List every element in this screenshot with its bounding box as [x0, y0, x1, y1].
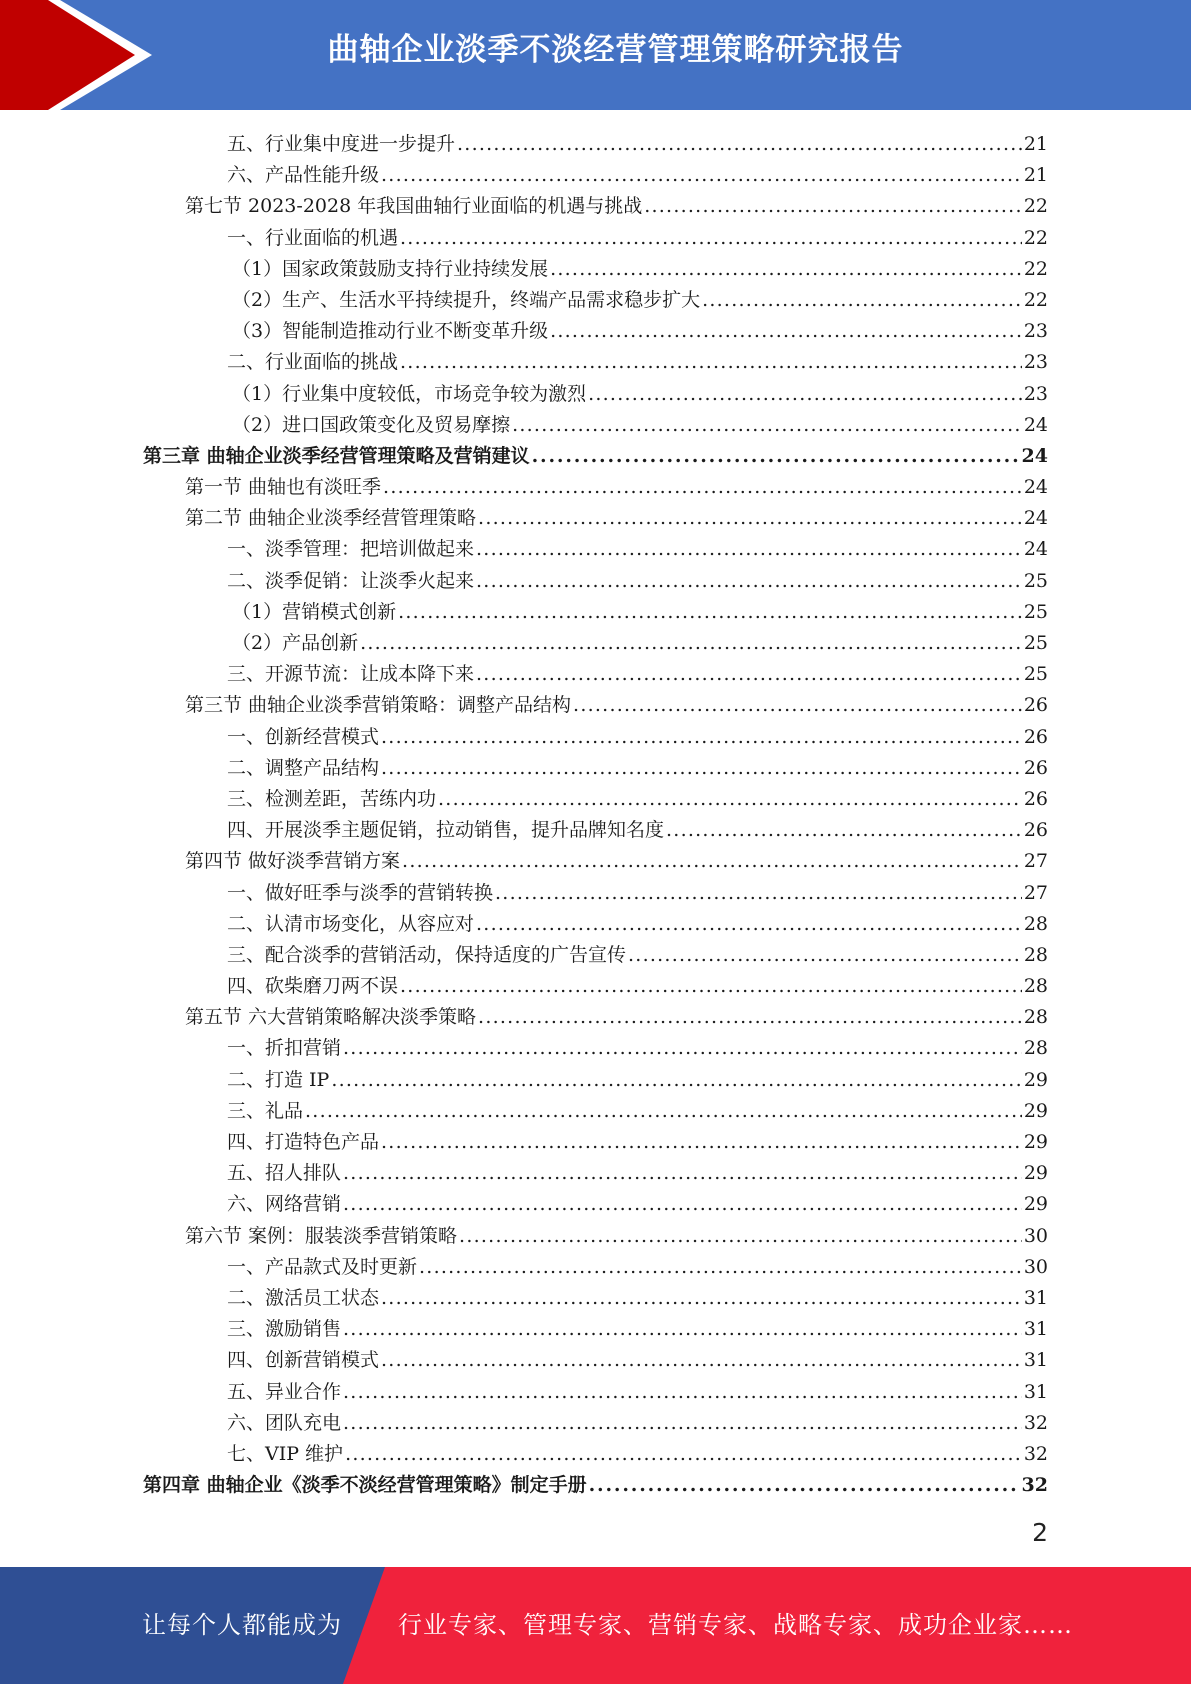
toc-dot-leader	[383, 472, 1022, 503]
toc-dot-leader	[343, 1377, 1022, 1408]
toc-subsection-entry[interactable]	[0, 566, 1191, 597]
toc-subsection-entry[interactable]	[0, 1252, 1191, 1283]
toc-entry-title: 三、检测差距，苦练内功	[227, 787, 437, 810]
toc-dot-leader	[589, 1470, 1020, 1501]
toc-dot-leader	[400, 971, 1022, 1002]
toc-entry-title: 四、创新营销模式	[227, 1349, 380, 1372]
toc-entry-title: （1）营销模式创新	[232, 600, 397, 623]
toc-dot-leader	[476, 566, 1022, 597]
toc-dot-leader	[666, 815, 1022, 846]
toc-entry-page: 29	[1023, 1131, 1048, 1153]
toc-section-entry[interactable]	[0, 191, 1191, 222]
toc-subsection-entry[interactable]	[0, 285, 1191, 316]
toc-dot-leader	[550, 254, 1022, 285]
toc-subsection-entry[interactable]	[0, 316, 1191, 347]
toc-dot-leader	[476, 909, 1022, 940]
toc-dot-leader	[495, 878, 1022, 909]
toc-entry-title: 第三章 曲轴企业淡季经营管理策略及营销建议	[143, 444, 530, 467]
toc-entry-page: 24	[1023, 538, 1048, 561]
toc-dot-leader	[457, 129, 1022, 160]
toc-dot-leader	[398, 597, 1022, 628]
toc-dot-leader	[381, 1127, 1022, 1158]
toc-entry-title: 二、打造 IP	[227, 1068, 330, 1091]
page-footer	[0, 1567, 1191, 1684]
toc-subsection-entry[interactable]	[0, 940, 1191, 971]
toc-entry-title: 二、行业面临的挑战	[227, 351, 399, 374]
toc-dot-leader	[438, 784, 1022, 815]
toc-entry-page: 29	[1023, 1068, 1048, 1091]
toc-entry-title: 二、激活员工状态	[227, 1286, 380, 1309]
toc-section-entry[interactable]	[0, 846, 1191, 877]
toc-entry-page: 31	[1023, 1286, 1048, 1309]
toc-subsection-entry[interactable]	[0, 597, 1191, 628]
toc-chapter-entry[interactable]	[0, 441, 1191, 472]
toc-dot-leader	[644, 191, 1022, 222]
toc-dot-leader	[381, 753, 1022, 784]
toc-dot-leader	[478, 1002, 1022, 1033]
toc-entry-title: 三、激励销售	[227, 1318, 342, 1341]
toc-dot-leader	[628, 940, 1022, 971]
toc-subsection-entry[interactable]	[0, 1377, 1191, 1408]
toc-entry-title: 第三节 曲轴企业淡季营销策略：调整产品结构	[185, 694, 572, 717]
toc-section-entry[interactable]	[0, 1002, 1191, 1033]
toc-entry-title: 一、淡季管理：把培训做起来	[227, 538, 475, 561]
toc-dot-leader	[459, 1221, 1022, 1252]
toc-entry-page: 25	[1023, 569, 1048, 592]
toc-dot-leader	[400, 223, 1022, 254]
toc-subsection-entry[interactable]	[0, 160, 1191, 191]
toc-subsection-entry[interactable]	[0, 379, 1191, 410]
toc-entry-page: 26	[1023, 819, 1048, 842]
toc-entry-title: 四、开展淡季主题促销，拉动销售，提升品牌知名度	[227, 819, 665, 842]
toc-dot-leader	[512, 410, 1022, 441]
toc-entry-page: 26	[1023, 756, 1048, 779]
toc-chapter-entry[interactable]	[0, 1470, 1191, 1501]
toc-entry-page: 24	[1023, 507, 1048, 530]
toc-entry-page: 29	[1023, 1193, 1048, 1216]
toc-dot-leader	[381, 1283, 1022, 1314]
toc-subsection-entry[interactable]	[0, 347, 1191, 378]
toc-section-entry[interactable]	[0, 472, 1191, 503]
toc-subsection-entry[interactable]	[0, 129, 1191, 160]
toc-entry-page: 21	[1023, 164, 1048, 187]
table-of-contents	[0, 129, 1191, 1501]
toc-dot-leader	[550, 316, 1022, 347]
toc-dot-leader	[331, 1065, 1021, 1096]
toc-subsection-entry[interactable]	[0, 1345, 1191, 1376]
toc-subsection-entry[interactable]	[0, 1189, 1191, 1220]
toc-entry-title: 第四章 曲轴企业《淡季不淡经营管理策略》制定手册	[143, 1474, 587, 1497]
toc-entry-page: 28	[1023, 1037, 1048, 1060]
toc-entry-title: 一、折扣营销	[227, 1037, 342, 1060]
toc-entry-title: 一、行业面临的机遇	[227, 226, 399, 249]
toc-entry-title: 五、招人排队	[227, 1162, 342, 1185]
toc-entry-title: 第一节 曲轴也有淡旺季	[185, 476, 382, 499]
toc-subsection-entry[interactable]	[0, 753, 1191, 784]
toc-dot-leader	[360, 628, 1022, 659]
toc-subsection-entry[interactable]	[0, 1408, 1191, 1439]
toc-entry-page: 29	[1023, 1099, 1048, 1122]
toc-entry-title: （2）生产、生活水平持续提升，终端产品需求稳步扩大	[232, 288, 701, 311]
toc-entry-page: 29	[1023, 1162, 1048, 1185]
toc-entry-title: 一、创新经营模式	[227, 725, 380, 748]
toc-entry-title: 四、砍柴磨刀两不误	[227, 975, 399, 998]
toc-entry-page: 26	[1023, 725, 1048, 748]
toc-subsection-entry[interactable]	[0, 254, 1191, 285]
toc-entry-title: 四、打造特色产品	[227, 1131, 380, 1153]
toc-entry-title: 七、VIP 维护	[227, 1442, 344, 1465]
toc-entry-title: （1）国家政策鼓励支持行业持续发展	[232, 257, 549, 280]
toc-entry-page: 31	[1023, 1380, 1048, 1403]
toc-entry-title: 三、礼品	[227, 1099, 304, 1122]
toc-subsection-entry[interactable]	[0, 659, 1191, 690]
toc-entry-page: 27	[1023, 850, 1048, 873]
toc-entry-page: 30	[1023, 1224, 1048, 1247]
toc-dot-leader	[343, 1408, 1022, 1439]
toc-subsection-entry[interactable]	[0, 909, 1191, 940]
toc-entry-title: 六、团队充电	[227, 1411, 342, 1434]
toc-section-entry[interactable]	[0, 690, 1191, 721]
toc-entry-title: 五、异业合作	[227, 1380, 342, 1403]
footer-slogan-right: 行业专家、管理专家、营销专家、战略专家、成功企业家……	[398, 1611, 1073, 1639]
toc-dot-leader	[573, 690, 1022, 721]
toc-dot-leader	[478, 503, 1022, 534]
toc-subsection-entry[interactable]	[0, 722, 1191, 753]
page-number: 2	[1032, 1518, 1048, 1547]
toc-entry-page: 28	[1023, 975, 1048, 998]
toc-subsection-entry[interactable]	[0, 410, 1191, 441]
toc-entry-title: 一、做好旺季与淡季的营销转换	[227, 881, 494, 904]
toc-entry-page: 25	[1023, 600, 1048, 623]
toc-entry-title: 二、淡季促销：让淡季火起来	[227, 569, 475, 592]
toc-entry-page: 21	[1023, 133, 1048, 155]
toc-subsection-entry[interactable]	[0, 815, 1191, 846]
toc-entry-title: 第四节 做好淡季营销方案	[185, 850, 401, 873]
toc-entry-page: 27	[1023, 881, 1048, 904]
toc-dot-leader	[345, 1439, 1022, 1470]
toc-entry-title: 第六节 案例：服装淡季营销策略	[185, 1224, 458, 1247]
toc-dot-leader	[588, 379, 1022, 410]
toc-entry-page: 22	[1023, 288, 1048, 311]
toc-dot-leader	[381, 722, 1022, 753]
toc-subsection-entry[interactable]	[0, 878, 1191, 909]
toc-entry-title: 第五节 六大营销策略解决淡季策略	[185, 1006, 477, 1029]
toc-entry-page: 26	[1023, 694, 1048, 717]
toc-subsection-entry[interactable]	[0, 971, 1191, 1002]
toc-entry-title: （2）进口国政策变化及贸易摩擦	[232, 413, 511, 436]
toc-subsection-entry[interactable]	[0, 1283, 1191, 1314]
toc-entry-title: 六、网络营销	[227, 1193, 342, 1216]
toc-entry-title: 二、认清市场变化，从容应对	[227, 912, 475, 935]
toc-dot-leader	[381, 1345, 1022, 1376]
toc-dot-leader	[400, 347, 1022, 378]
toc-entry-title: 第二节 曲轴企业淡季经营管理策略	[185, 507, 477, 530]
toc-section-entry[interactable]	[0, 503, 1191, 534]
toc-entry-title: （1）行业集中度较低，市场竞争较为激烈	[232, 382, 587, 405]
toc-dot-leader	[419, 1252, 1022, 1283]
toc-dot-leader	[381, 160, 1022, 191]
toc-entry-page: 24	[1021, 444, 1048, 467]
toc-subsection-entry[interactable]	[0, 1314, 1191, 1345]
toc-subsection-entry[interactable]	[0, 1158, 1191, 1189]
toc-entry-page: 25	[1023, 663, 1048, 686]
toc-entry-page: 31	[1023, 1349, 1048, 1372]
toc-subsection-entry[interactable]	[0, 784, 1191, 815]
toc-dot-leader	[476, 659, 1022, 690]
toc-entry-title: （2）产品创新	[232, 632, 359, 654]
toc-dot-leader	[343, 1189, 1022, 1220]
toc-entry-title: 一、产品款式及时更新	[227, 1255, 418, 1278]
toc-dot-leader	[343, 1033, 1022, 1064]
toc-dot-leader	[343, 1158, 1022, 1189]
toc-section-entry[interactable]	[0, 1221, 1191, 1252]
toc-subsection-entry[interactable]	[0, 1096, 1191, 1127]
toc-entry-page: 32	[1021, 1474, 1048, 1497]
toc-dot-leader	[343, 1314, 1022, 1345]
toc-entry-title: 六、产品性能升级	[227, 164, 380, 187]
toc-entry-title: 三、配合淡季的营销活动，保持适度的广告宣传	[227, 943, 627, 966]
toc-subsection-entry[interactable]	[0, 628, 1191, 659]
toc-entry-page: 23	[1023, 382, 1048, 405]
toc-dot-leader	[532, 441, 1020, 472]
toc-entry-page: 30	[1023, 1255, 1048, 1278]
toc-entry-page: 24	[1023, 476, 1048, 499]
toc-entry-title: 五、行业集中度进一步提升	[227, 133, 456, 155]
toc-entry-page: 24	[1023, 413, 1048, 436]
toc-entry-page: 31	[1023, 1318, 1048, 1341]
toc-entry-page: 25	[1023, 632, 1048, 654]
toc-entry-page: 26	[1023, 787, 1048, 810]
toc-subsection-entry[interactable]	[0, 534, 1191, 565]
toc-entry-page: 32	[1023, 1442, 1048, 1465]
toc-entry-page: 28	[1023, 1006, 1048, 1029]
toc-subsection-entry[interactable]	[0, 1439, 1191, 1470]
toc-dot-leader	[476, 534, 1022, 565]
toc-entry-page: 22	[1023, 226, 1048, 249]
toc-entry-title: 三、开源节流：让成本降下来	[227, 663, 475, 686]
toc-subsection-entry[interactable]	[0, 223, 1191, 254]
toc-entry-title: 二、调整产品结构	[227, 756, 380, 779]
toc-dot-leader	[305, 1096, 1022, 1127]
toc-entry-page: 28	[1023, 912, 1048, 935]
toc-subsection-entry[interactable]	[0, 1127, 1191, 1158]
footer-slogan-left: 让每个人都能成为	[142, 1611, 342, 1639]
report-title: 曲轴企业淡季不淡经营管理策略研究报告	[327, 32, 904, 68]
toc-entry-page: 23	[1023, 351, 1048, 374]
toc-entry-title: （3）智能制造推动行业不断变革升级	[232, 320, 549, 343]
page-header	[0, 0, 1191, 110]
toc-entry-page: 22	[1023, 195, 1048, 218]
toc-subsection-entry[interactable]	[0, 1033, 1191, 1064]
toc-entry-page: 32	[1023, 1411, 1048, 1434]
toc-entry-title: 第七节 2023-2028 年我国曲轴行业面临的机遇与挑战	[185, 195, 643, 218]
toc-entry-page: 28	[1023, 943, 1048, 966]
toc-entry-page: 22	[1023, 257, 1048, 280]
toc-dot-leader	[702, 285, 1022, 316]
toc-dot-leader	[402, 846, 1022, 877]
toc-entry-page: 23	[1023, 320, 1048, 343]
toc-subsection-entry[interactable]	[0, 1065, 1191, 1096]
